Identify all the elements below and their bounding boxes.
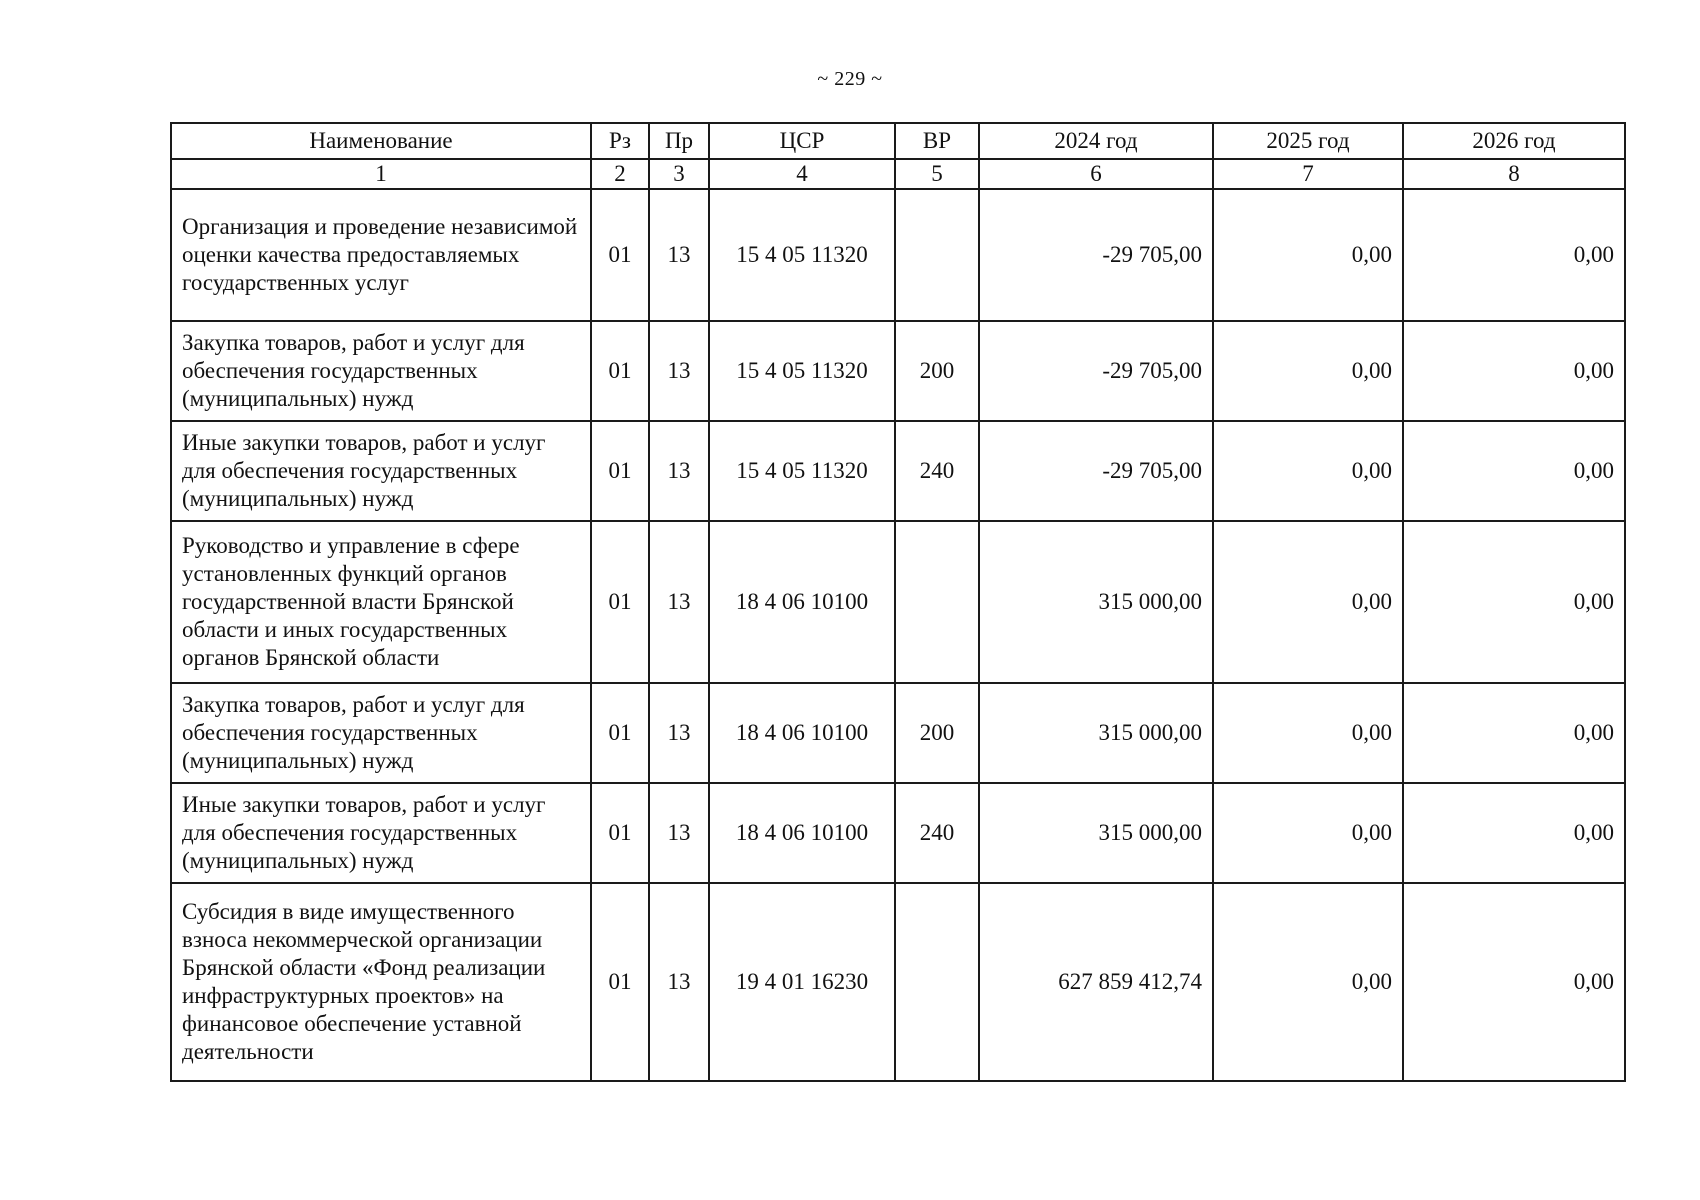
header-name: Наименование bbox=[171, 123, 591, 159]
cell-name: Организация и проведение независимой оценки качества предоставляемых государственных услуг bbox=[171, 189, 591, 321]
cell-rz: 01 bbox=[591, 783, 649, 883]
table-row bbox=[171, 783, 1625, 883]
cell-name: Субсидия в виде имущественного взноса некоммерческой организации Брянской области «Фонд реализации инфраструктурных проектов» на финансовое обеспечение уставной деятельности bbox=[171, 883, 591, 1081]
cell-2026: 0,00 bbox=[1403, 783, 1625, 883]
cell-vr: 200 bbox=[895, 683, 979, 783]
cell-name: Руководство и управление в сфере установленных функций органов государственной власти Брянской области и иных государственных органов Брянской области bbox=[171, 521, 591, 683]
cell-vr: 200 bbox=[895, 321, 979, 421]
table-header bbox=[171, 123, 1625, 189]
cell-2025: 0,00 bbox=[1213, 189, 1403, 321]
cell-2026: 0,00 bbox=[1403, 189, 1625, 321]
budget-table bbox=[170, 122, 1626, 1082]
cell-pr: 13 bbox=[649, 683, 709, 783]
cell-2026: 0,00 bbox=[1403, 421, 1625, 521]
cell-vr bbox=[895, 883, 979, 1081]
cell-2024: 315 000,00 bbox=[979, 521, 1213, 683]
table-row bbox=[171, 521, 1625, 683]
cell-2026: 0,00 bbox=[1403, 883, 1625, 1081]
cell-rz: 01 bbox=[591, 883, 649, 1081]
cell-csr: 15 4 05 11320 bbox=[709, 321, 895, 421]
table-row bbox=[171, 421, 1625, 521]
cell-pr: 13 bbox=[649, 189, 709, 321]
cell-csr: 18 4 06 10100 bbox=[709, 521, 895, 683]
cell-2025: 0,00 bbox=[1213, 783, 1403, 883]
header-pr: Пр bbox=[649, 123, 709, 159]
cell-rz: 01 bbox=[591, 521, 649, 683]
table-row bbox=[171, 683, 1625, 783]
column-number: 4 bbox=[709, 159, 895, 189]
column-number: 1 bbox=[171, 159, 591, 189]
cell-2025: 0,00 bbox=[1213, 521, 1403, 683]
cell-2025: 0,00 bbox=[1213, 683, 1403, 783]
cell-csr: 19 4 01 16230 bbox=[709, 883, 895, 1081]
cell-2024: -29 705,00 bbox=[979, 189, 1213, 321]
cell-rz: 01 bbox=[591, 321, 649, 421]
cell-pr: 13 bbox=[649, 421, 709, 521]
column-number: 3 bbox=[649, 159, 709, 189]
cell-2026: 0,00 bbox=[1403, 321, 1625, 421]
header-vr: ВР bbox=[895, 123, 979, 159]
cell-vr bbox=[895, 521, 979, 683]
cell-2024: -29 705,00 bbox=[979, 421, 1213, 521]
cell-2026: 0,00 bbox=[1403, 521, 1625, 683]
column-number: 8 bbox=[1403, 159, 1625, 189]
page-number: ~ 229 ~ bbox=[817, 68, 883, 90]
cell-2024: 315 000,00 bbox=[979, 683, 1213, 783]
cell-pr: 13 bbox=[649, 883, 709, 1081]
cell-rz: 01 bbox=[591, 189, 649, 321]
cell-name: Иные закупки товаров, работ и услуг для обеспечения государственных (муниципальных) нужд bbox=[171, 783, 591, 883]
cell-vr bbox=[895, 189, 979, 321]
cell-name: Закупка товаров, работ и услуг для обеспечения государственных (муниципальных) нужд bbox=[171, 321, 591, 421]
cell-pr: 13 bbox=[649, 521, 709, 683]
cell-name: Иные закупки товаров, работ и услуг для обеспечения государственных (муниципальных) нужд bbox=[171, 421, 591, 521]
column-number-row bbox=[171, 159, 1625, 189]
cell-2024: -29 705,00 bbox=[979, 321, 1213, 421]
header-csr: ЦСР bbox=[709, 123, 895, 159]
cell-2025: 0,00 bbox=[1213, 321, 1403, 421]
column-number: 2 bbox=[591, 159, 649, 189]
header-rz: Рз bbox=[591, 123, 649, 159]
cell-vr: 240 bbox=[895, 421, 979, 521]
column-number: 6 bbox=[979, 159, 1213, 189]
cell-csr: 18 4 06 10100 bbox=[709, 783, 895, 883]
column-number: 7 bbox=[1213, 159, 1403, 189]
cell-csr: 15 4 05 11320 bbox=[709, 189, 895, 321]
cell-rz: 01 bbox=[591, 421, 649, 521]
table-row bbox=[171, 883, 1625, 1081]
cell-name: Закупка товаров, работ и услуг для обеспечения государственных (муниципальных) нужд bbox=[171, 683, 591, 783]
cell-2024: 315 000,00 bbox=[979, 783, 1213, 883]
cell-2025: 0,00 bbox=[1213, 421, 1403, 521]
header-2024: 2024 год bbox=[979, 123, 1213, 159]
cell-pr: 13 bbox=[649, 783, 709, 883]
header-2025: 2025 год bbox=[1213, 123, 1403, 159]
cell-pr: 13 bbox=[649, 321, 709, 421]
table-row bbox=[171, 321, 1625, 421]
header-row bbox=[171, 123, 1625, 159]
cell-rz: 01 bbox=[591, 683, 649, 783]
cell-2025: 0,00 bbox=[1213, 883, 1403, 1081]
table-row bbox=[171, 189, 1625, 321]
header-2026: 2026 год bbox=[1403, 123, 1625, 159]
cell-csr: 15 4 05 11320 bbox=[709, 421, 895, 521]
cell-2024: 627 859 412,74 bbox=[979, 883, 1213, 1081]
table-body bbox=[171, 189, 1625, 1081]
column-number: 5 bbox=[895, 159, 979, 189]
cell-2026: 0,00 bbox=[1403, 683, 1625, 783]
cell-csr: 18 4 06 10100 bbox=[709, 683, 895, 783]
cell-vr: 240 bbox=[895, 783, 979, 883]
